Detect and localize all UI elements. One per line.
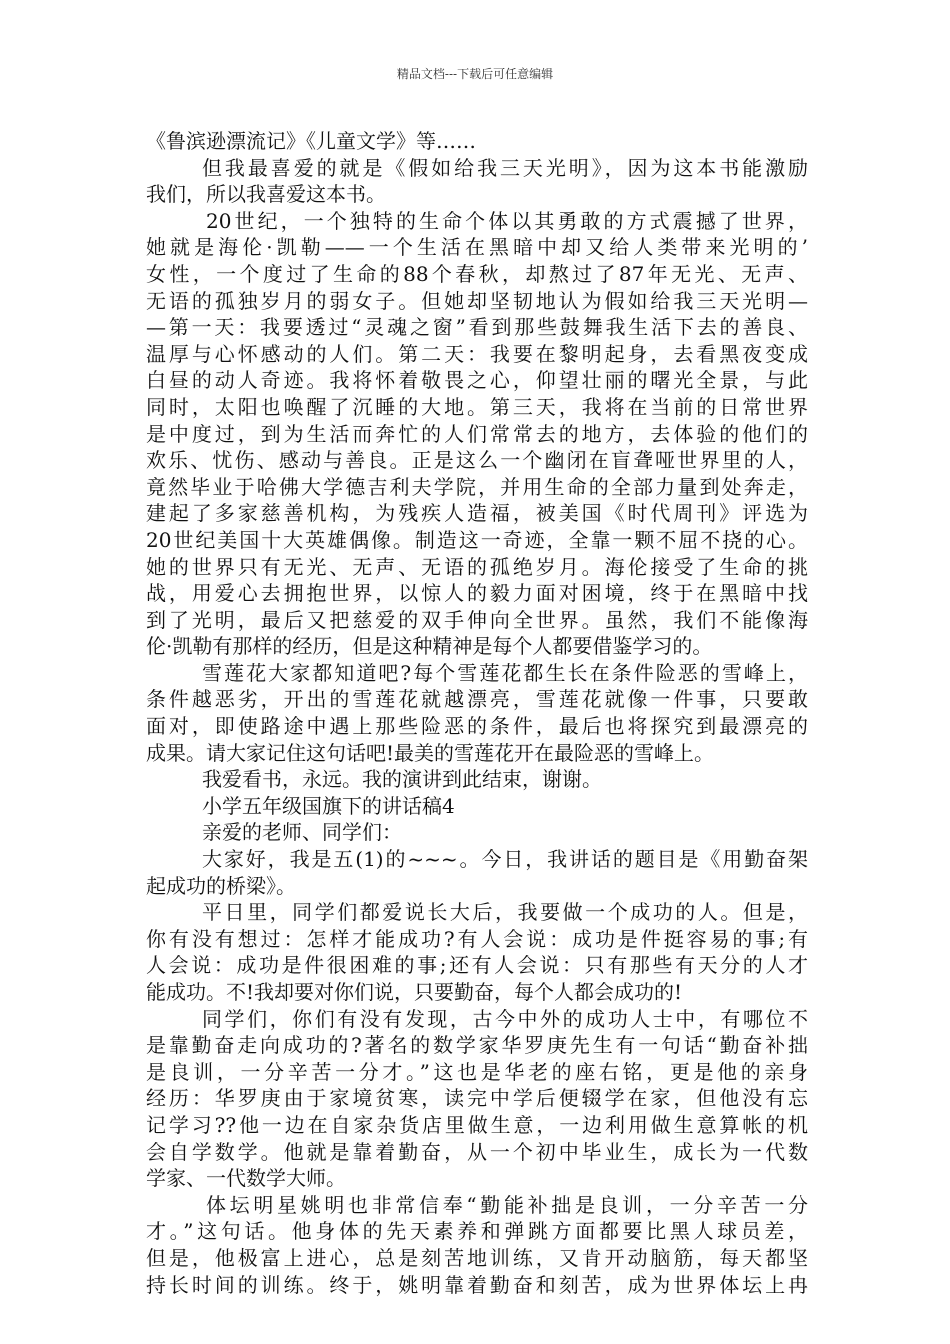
text-line: 20世纪美国十大英雄偶像。制造这一奇迹，全靠一颗不屈不挠的心。 — [146, 527, 808, 552]
text-line: 但是，他极富上进心，总是刻苦地训练，又肯开动脑筋，每天都坚 — [146, 1245, 808, 1270]
text-line: 20世纪，一个独特的生命个体以其勇敢的方式震撼了世界， — [206, 208, 808, 233]
text-line: 小学五年级国旗下的讲话稿4 — [202, 793, 455, 818]
text-line: 白昼的动人奇迹。我将怀着敬畏之心，仰望壮丽的曙光全景，与此 — [146, 368, 808, 393]
text-line: 大家好，我是五(1)的~~~。今日，我讲话的题目是《用勤奋架 — [202, 847, 808, 872]
text-line: 你有没有想过：怎样才能成功?有人会说：成功是件挺容易的事;有 — [146, 926, 808, 951]
text-line: 体坛明星姚明也非常信奉“勤能补拙是良训，一分辛苦一分 — [206, 1192, 808, 1217]
text-line: 人会说：成功是件很困难的事;还有人会说：只有那些有天分的人才 — [146, 953, 808, 978]
text-line: 成果。请大家记住这句话吧!最美的雪莲花开在最险恶的雪峰上。 — [146, 740, 715, 765]
text-line: 《鲁滨逊漂流记》《儿童文学》等…… — [146, 129, 476, 153]
text-line: 平日里，同学们都爱说长大后，我要做一个成功的人。但是， — [202, 900, 808, 925]
text-line: 建起了多家慈善机构，为残疾人造福，被美国《时代周刊》评选为 — [146, 501, 808, 526]
text-line: 但我最喜爱的就是《假如给我三天光明》，因为这本书能激励 — [202, 155, 808, 180]
text-line: 起成功的桥梁》。 — [146, 873, 296, 898]
text-line: 面对，即使路途中遇上那些险恶的条件，最后也将探究到最漂亮的 — [146, 714, 808, 739]
text-line: 温厚与心怀感动的人们。第二天：我要在黎明起身，去看黑夜变成 — [146, 341, 808, 366]
text-line: 无语的孤独岁月的弱女子。但她却坚韧地认为假如给我三天光明— — [146, 288, 808, 313]
text-line: 伦·凯勒有那样的经历，但是这种精神是每个人都要借鉴学习的。 — [146, 634, 713, 659]
text-line: 同学们，你们有没有发现，古今中外的成功人士中，有哪位不 — [202, 1006, 808, 1031]
text-line: 她的世界只有无光、无声、无语的孤绝岁月。海伦接受了生命的挑 — [146, 554, 808, 579]
text-line: 会自学数学。他就是靠着勤奋，从一个初中毕业生，成长为一代数 — [146, 1139, 808, 1164]
text-line: 亲爱的老师、同学们： — [202, 820, 402, 845]
text-line: 战，用爱心去拥抱世界，以惊人的毅力面对困境，终于在黑暗中找 — [146, 581, 808, 606]
text-line: 是中度过，到为生活而奔忙的人们常常去的地方，去体验的他们的 — [146, 421, 808, 446]
text-line: 是良训，一分辛苦一分才。”这也是华老的座右铭，更是他的亲身 — [146, 1059, 808, 1084]
text-line: 是靠勤奋走向成功的?著名的数学家华罗庚先生有一句话“勤奋补拙 — [146, 1033, 808, 1058]
text-line: 条件越恶劣，开出的雪莲花就越漂亮，雪莲花就像一件事，只要敢 — [146, 687, 808, 712]
text-line: 同时，太阳也唤醒了沉睡的大地。第三天，我将在当前的日常世界 — [146, 394, 808, 419]
text-line: 女性，一个度过了生命的88个春秋，却熬过了87年无光、无声、 — [146, 261, 808, 286]
text-line: 能成功。不!我却要对你们说，只要勤奋，每个人都会成功的! — [146, 980, 683, 1004]
text-line: 她就是海伦·凯勒——一个生活在黑暗中却又给人类带来光明的’ — [146, 235, 808, 260]
text-line: 才。”这句话。他身体的先天素养和弹跳方面都要比黑人球员差， — [146, 1219, 808, 1244]
text-line: 欢乐、忧伤、感动与善良。正是这么一个幽闭在盲聋哑世界里的人， — [146, 448, 808, 473]
text-line: 持长时间的训练。终于，姚明靠着勤奋和刻苦，成为世界体坛上冉 — [146, 1272, 808, 1297]
page-header: 精品文档---下载后可任意编辑 — [396, 67, 554, 81]
text-line: 经历：华罗庚由于家境贫寒，读完中学后便辍学在家，但他没有忘 — [146, 1086, 808, 1111]
text-line: 学家、一代数学大师。 — [146, 1166, 346, 1191]
text-line: 我爱看书，永远。我的演讲到此结束，谢谢。 — [202, 767, 602, 792]
text-line: 到了光明，最后又把慈爱的双手伸向全世界。虽然，我们不能像海 — [146, 607, 808, 632]
document-body — [146, 128, 808, 1298]
text-line: —第一天：我要透过“灵魂之窗”看到那些鼓舞我生活下去的善良、 — [146, 315, 808, 340]
text-line: 我们，所以我喜爱这本书。 — [146, 182, 386, 207]
text-line: 雪莲花大家都知道吧?每个雪莲花都生长在条件险恶的雪峰上， — [202, 660, 808, 685]
text-line: 竟然毕业于哈佛大学德吉利夫学院，并用生命的全部力量到处奔走， — [146, 474, 808, 499]
text-line: 记学习??他一边在自家杂货店里做生意，一边利用做生意算帐的机 — [146, 1112, 808, 1137]
